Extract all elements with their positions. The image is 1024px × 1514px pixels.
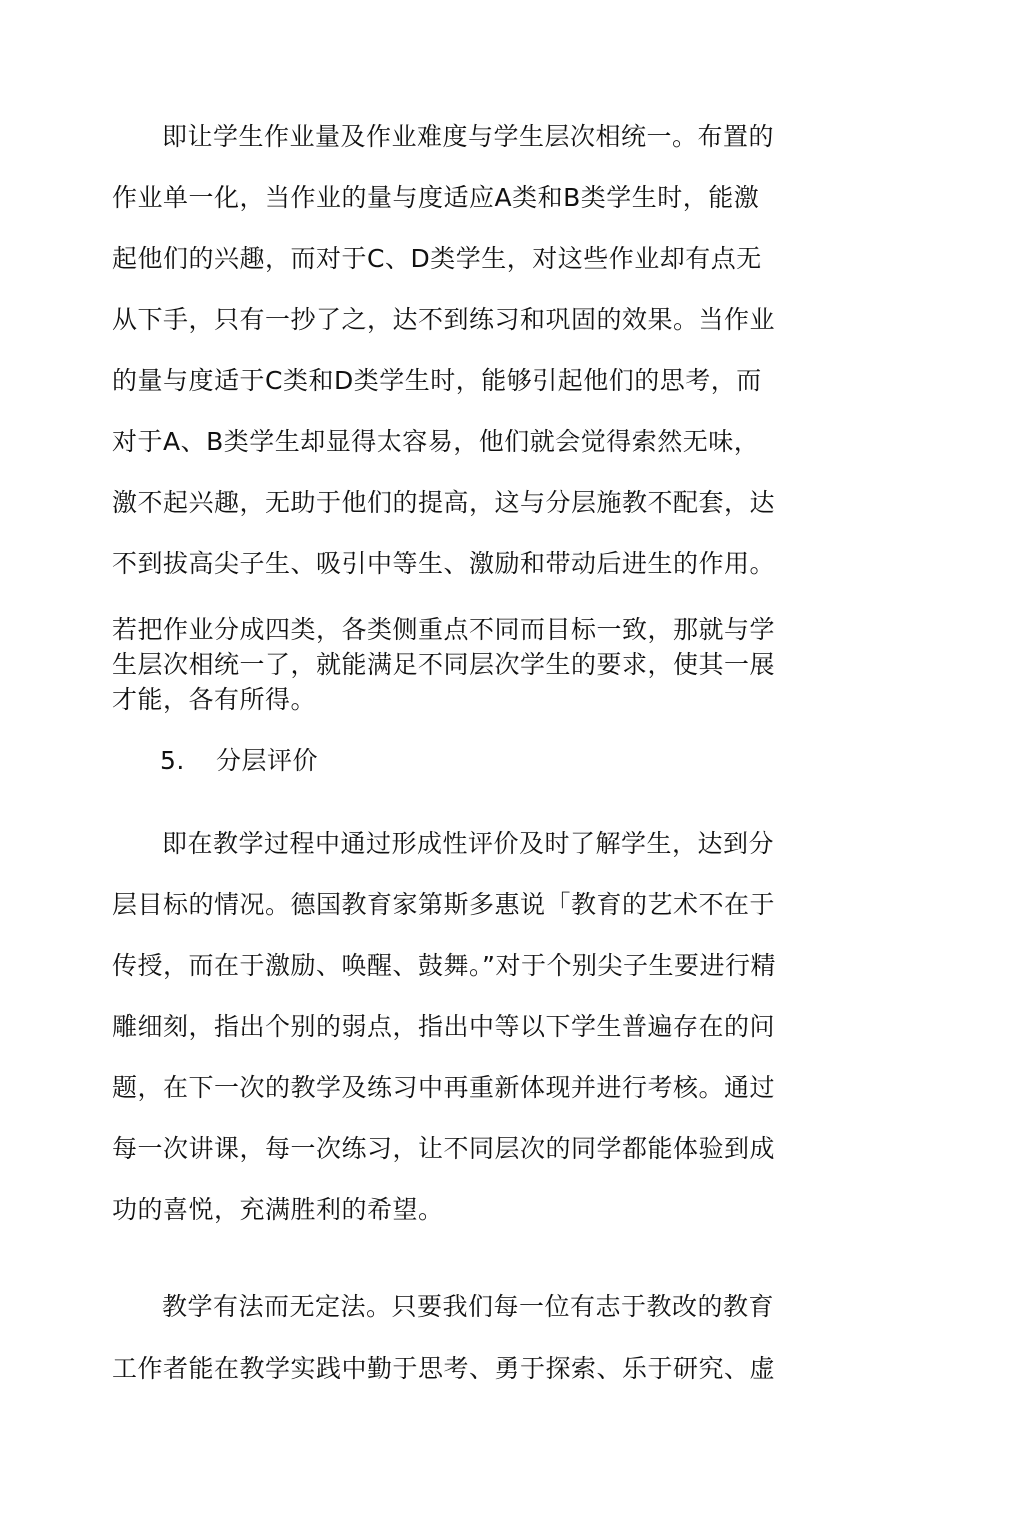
paragraph-line: 才能，各有所得。 xyxy=(112,685,317,714)
paragraph-line: 教学有法而无定法。只要我们每一位有志于教改的教育 xyxy=(162,1292,775,1321)
paragraph-line: 功的喜悦，充满胜利的希望。 xyxy=(112,1195,444,1224)
paragraph-line: 若把作业分成四类，各类侧重点不同而目标一致，那就与学 xyxy=(112,615,776,644)
paragraph-line: 的量与度适于C类和D类学生时，能够引起他们的思考，而 xyxy=(112,366,762,395)
paragraph-line: 对于A、B类学生却显得太容易，他们就会觉得索然无味， xyxy=(112,427,760,456)
paragraph-line: 雕细刻，指出个别的弱点，指出中等以下学生普遍存在的问 xyxy=(112,1012,776,1041)
paragraph-line: 作业单一化，当作业的量与度适应A类和B类学生时，能激 xyxy=(112,183,760,212)
paragraph-line: 生层次相统一了，就能满足不同层次学生的要求，使其一展 xyxy=(112,650,776,679)
paragraph-line: 即让学生作业量及作业难度与学生层次相统一。布置的 xyxy=(162,122,775,151)
paragraph-line: 题，在下一次的教学及练习中再重新体现并进行考核。通过 xyxy=(112,1073,776,1102)
paragraph-line: 激不起兴趣，无助于他们的提高，这与分层施教不配套，达 xyxy=(112,488,776,517)
paragraph-line: 工作者能在教学实践中勤于思考、勇于探索、乐于研究、虚 xyxy=(112,1354,776,1383)
section-heading xyxy=(160,746,318,776)
paragraph-line: 每一次讲课，每一次练习，让不同层次的同学都能体验到成 xyxy=(112,1134,776,1163)
section-title: 分层评价 xyxy=(216,746,319,775)
paragraph-line: 从下手，只有一抄了之，达不到练习和巩固的效果。当作业 xyxy=(112,305,776,334)
paragraph-line: 起他们的兴趣，而对于C、D类学生，对这些作业却有点无 xyxy=(112,244,762,273)
paragraph-line: 即在教学过程中通过形成性评价及时了解学生，达到分 xyxy=(162,829,775,858)
paragraph-line: 传授，而在于激励、唤醒、鼓舞。”对于个别尖子生要进行精 xyxy=(112,951,776,980)
paragraph-line: 层目标的情况。德国教育家第斯多惠说「教育的艺术不在于 xyxy=(112,890,776,919)
paragraph-line: 不到拔高尖子生、吸引中等生、激励和带动后进生的作用。 xyxy=(112,549,776,578)
section-number: 5. xyxy=(160,746,185,775)
